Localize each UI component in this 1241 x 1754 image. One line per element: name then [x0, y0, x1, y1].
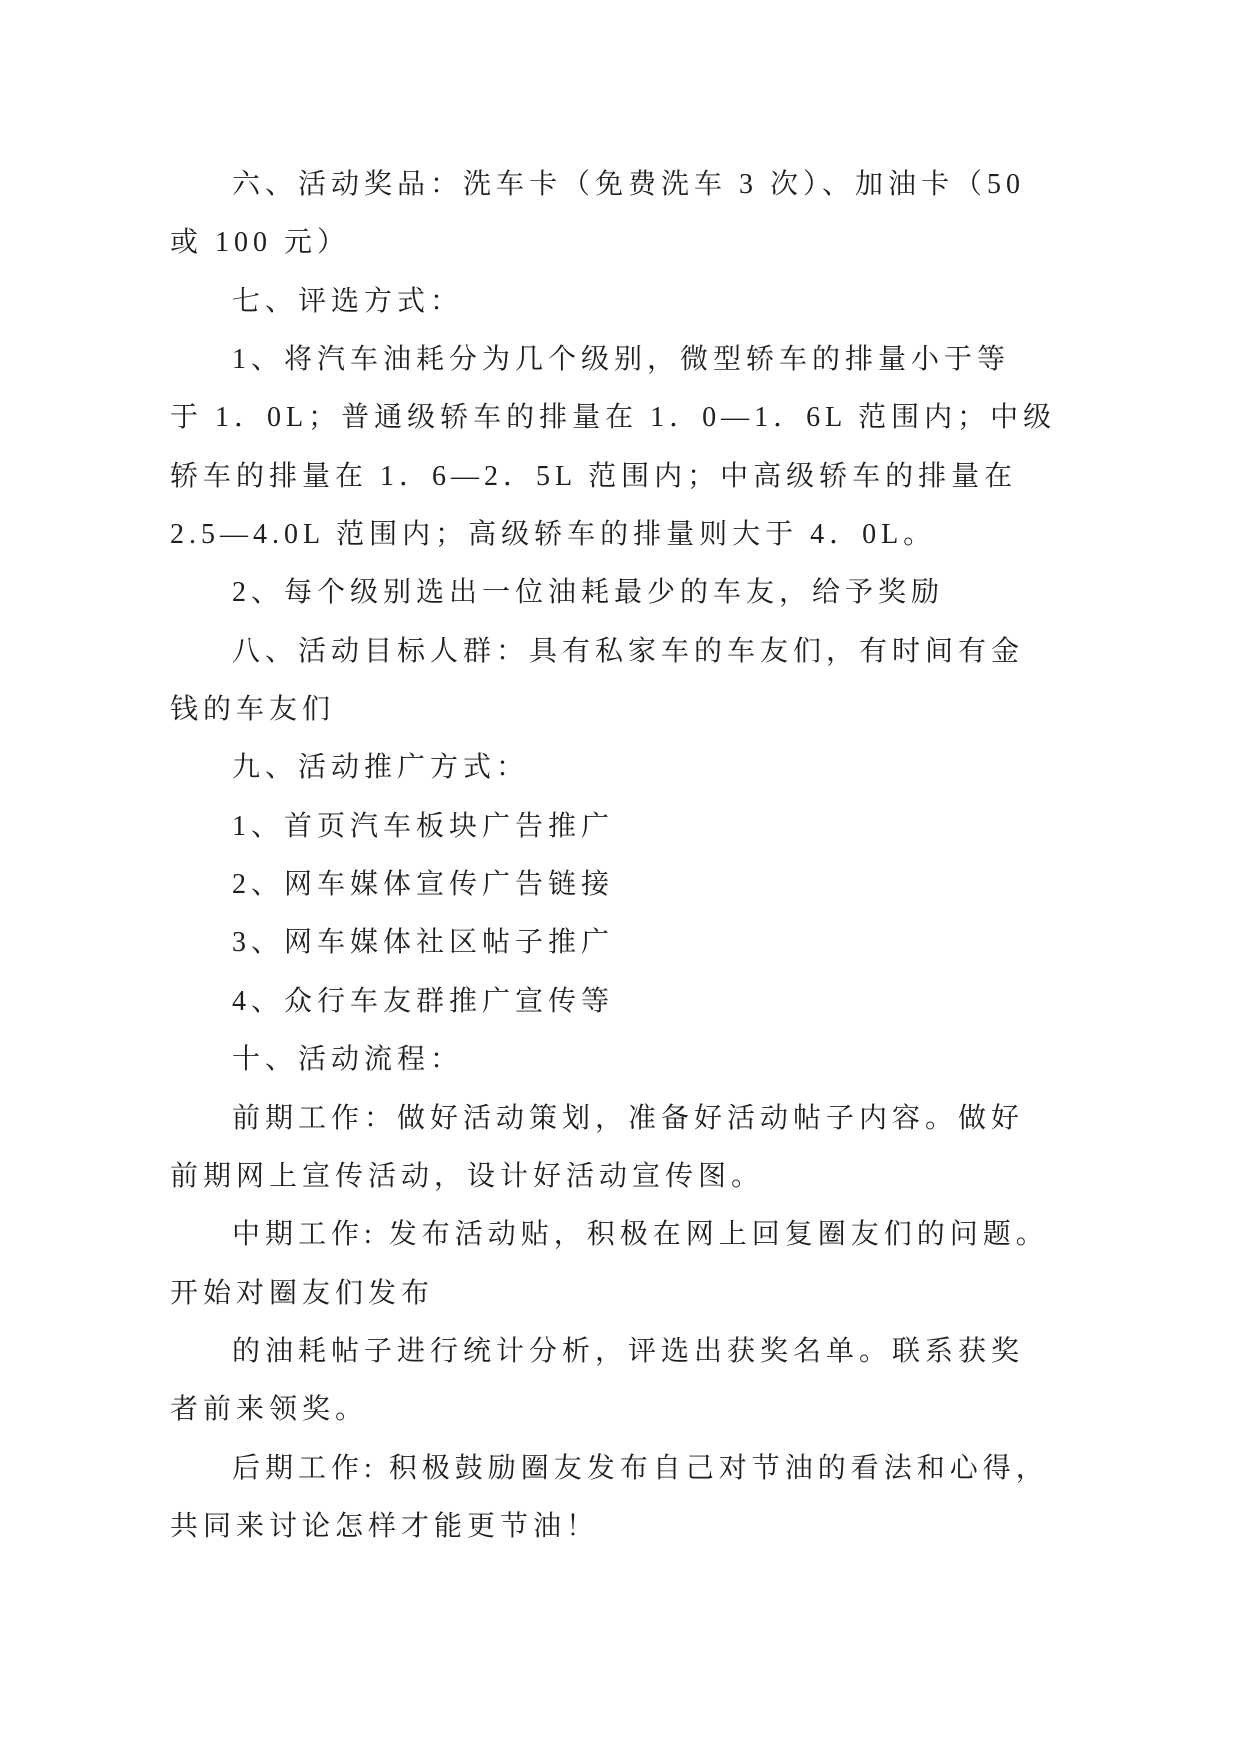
heading-promotion-methods: [170, 739, 1070, 797]
text-line: 或 100 元）: [170, 227, 351, 259]
text-line: 1、首页汽车板块广告推广: [232, 810, 615, 842]
text-line: 2、每个级别选出一位油耗最少的车友，给予奖励: [232, 577, 945, 609]
list-item-promotion-3: [170, 914, 1070, 972]
text-line: 2、网车媒体宣传广告链接: [232, 869, 615, 901]
text-line: 轿车的排量在 1．6—2．5L 范围内；中高级轿车的排量在: [170, 460, 1018, 492]
paragraph-target-audience: [170, 623, 1070, 740]
text-line: 者前来领奖。: [170, 1394, 369, 1426]
paragraph-prizes: [170, 156, 1070, 273]
text-line: 九、活动推广方式：: [232, 752, 530, 784]
text-line: 开始对圈友们发布: [170, 1277, 435, 1309]
paragraph-early-work: [170, 1090, 1070, 1207]
text-line: 的油耗帖子进行统计分析，评选出获奖名单。联系获奖: [232, 1335, 1025, 1367]
text-line: 共同来讨论怎样才能更节油！: [170, 1510, 600, 1542]
text-line: 1、将汽车油耗分为几个级别，微型轿车的排量小于等: [232, 344, 1011, 376]
text-line: 前期工作：做好活动策划，准备好活动帖子内容。做好: [232, 1102, 1025, 1134]
heading-selection-method: [170, 273, 1070, 331]
list-item-promotion-1: [170, 798, 1070, 856]
text-line: 2.5—4.0L 范围内；高级轿车的排量则大于 4．0L。: [170, 519, 937, 551]
paragraph-mid-work: [170, 1206, 1070, 1323]
list-item-promotion-2: [170, 856, 1070, 914]
text-line: 钱的车友们: [170, 694, 336, 726]
document-body: [170, 156, 1070, 1556]
text-line: 4、众行车友群推广宣传等: [232, 985, 615, 1017]
text-line: 七、评选方式：: [232, 285, 464, 317]
text-line: 后期工作: 积极鼓励圈友发布自己对节油的看法和心得，: [232, 1452, 1049, 1484]
text-line: 于 1．0L；普通级轿车的排量在 1．0—1．6L 范围内；中级: [170, 402, 1057, 434]
paragraph-selection-rule-2: [170, 564, 1070, 622]
paragraph-late-work: [170, 1440, 1070, 1557]
heading-activity-process: [170, 1031, 1070, 1089]
list-item-promotion-4: [170, 973, 1070, 1031]
text-line: 中期工作: 发布活动贴，积极在网上回复圈友们的问题。: [232, 1219, 1049, 1251]
text-line: 前期网上宣传活动，设计好活动宣传图。: [170, 1160, 765, 1192]
text-line: 八、活动目标人群：具有私家车的车友们，有时间有金: [232, 635, 1025, 667]
text-line: 六、活动奖品：洗车卡（免费洗车 3 次）、加油卡（50: [232, 169, 1026, 200]
paragraph-selection-rule-1: [170, 331, 1070, 564]
paragraph-mid-work-continued: [170, 1323, 1070, 1440]
text-line: 十、活动流程：: [232, 1044, 464, 1076]
text-line: 3、网车媒体社区帖子推广: [232, 927, 615, 959]
